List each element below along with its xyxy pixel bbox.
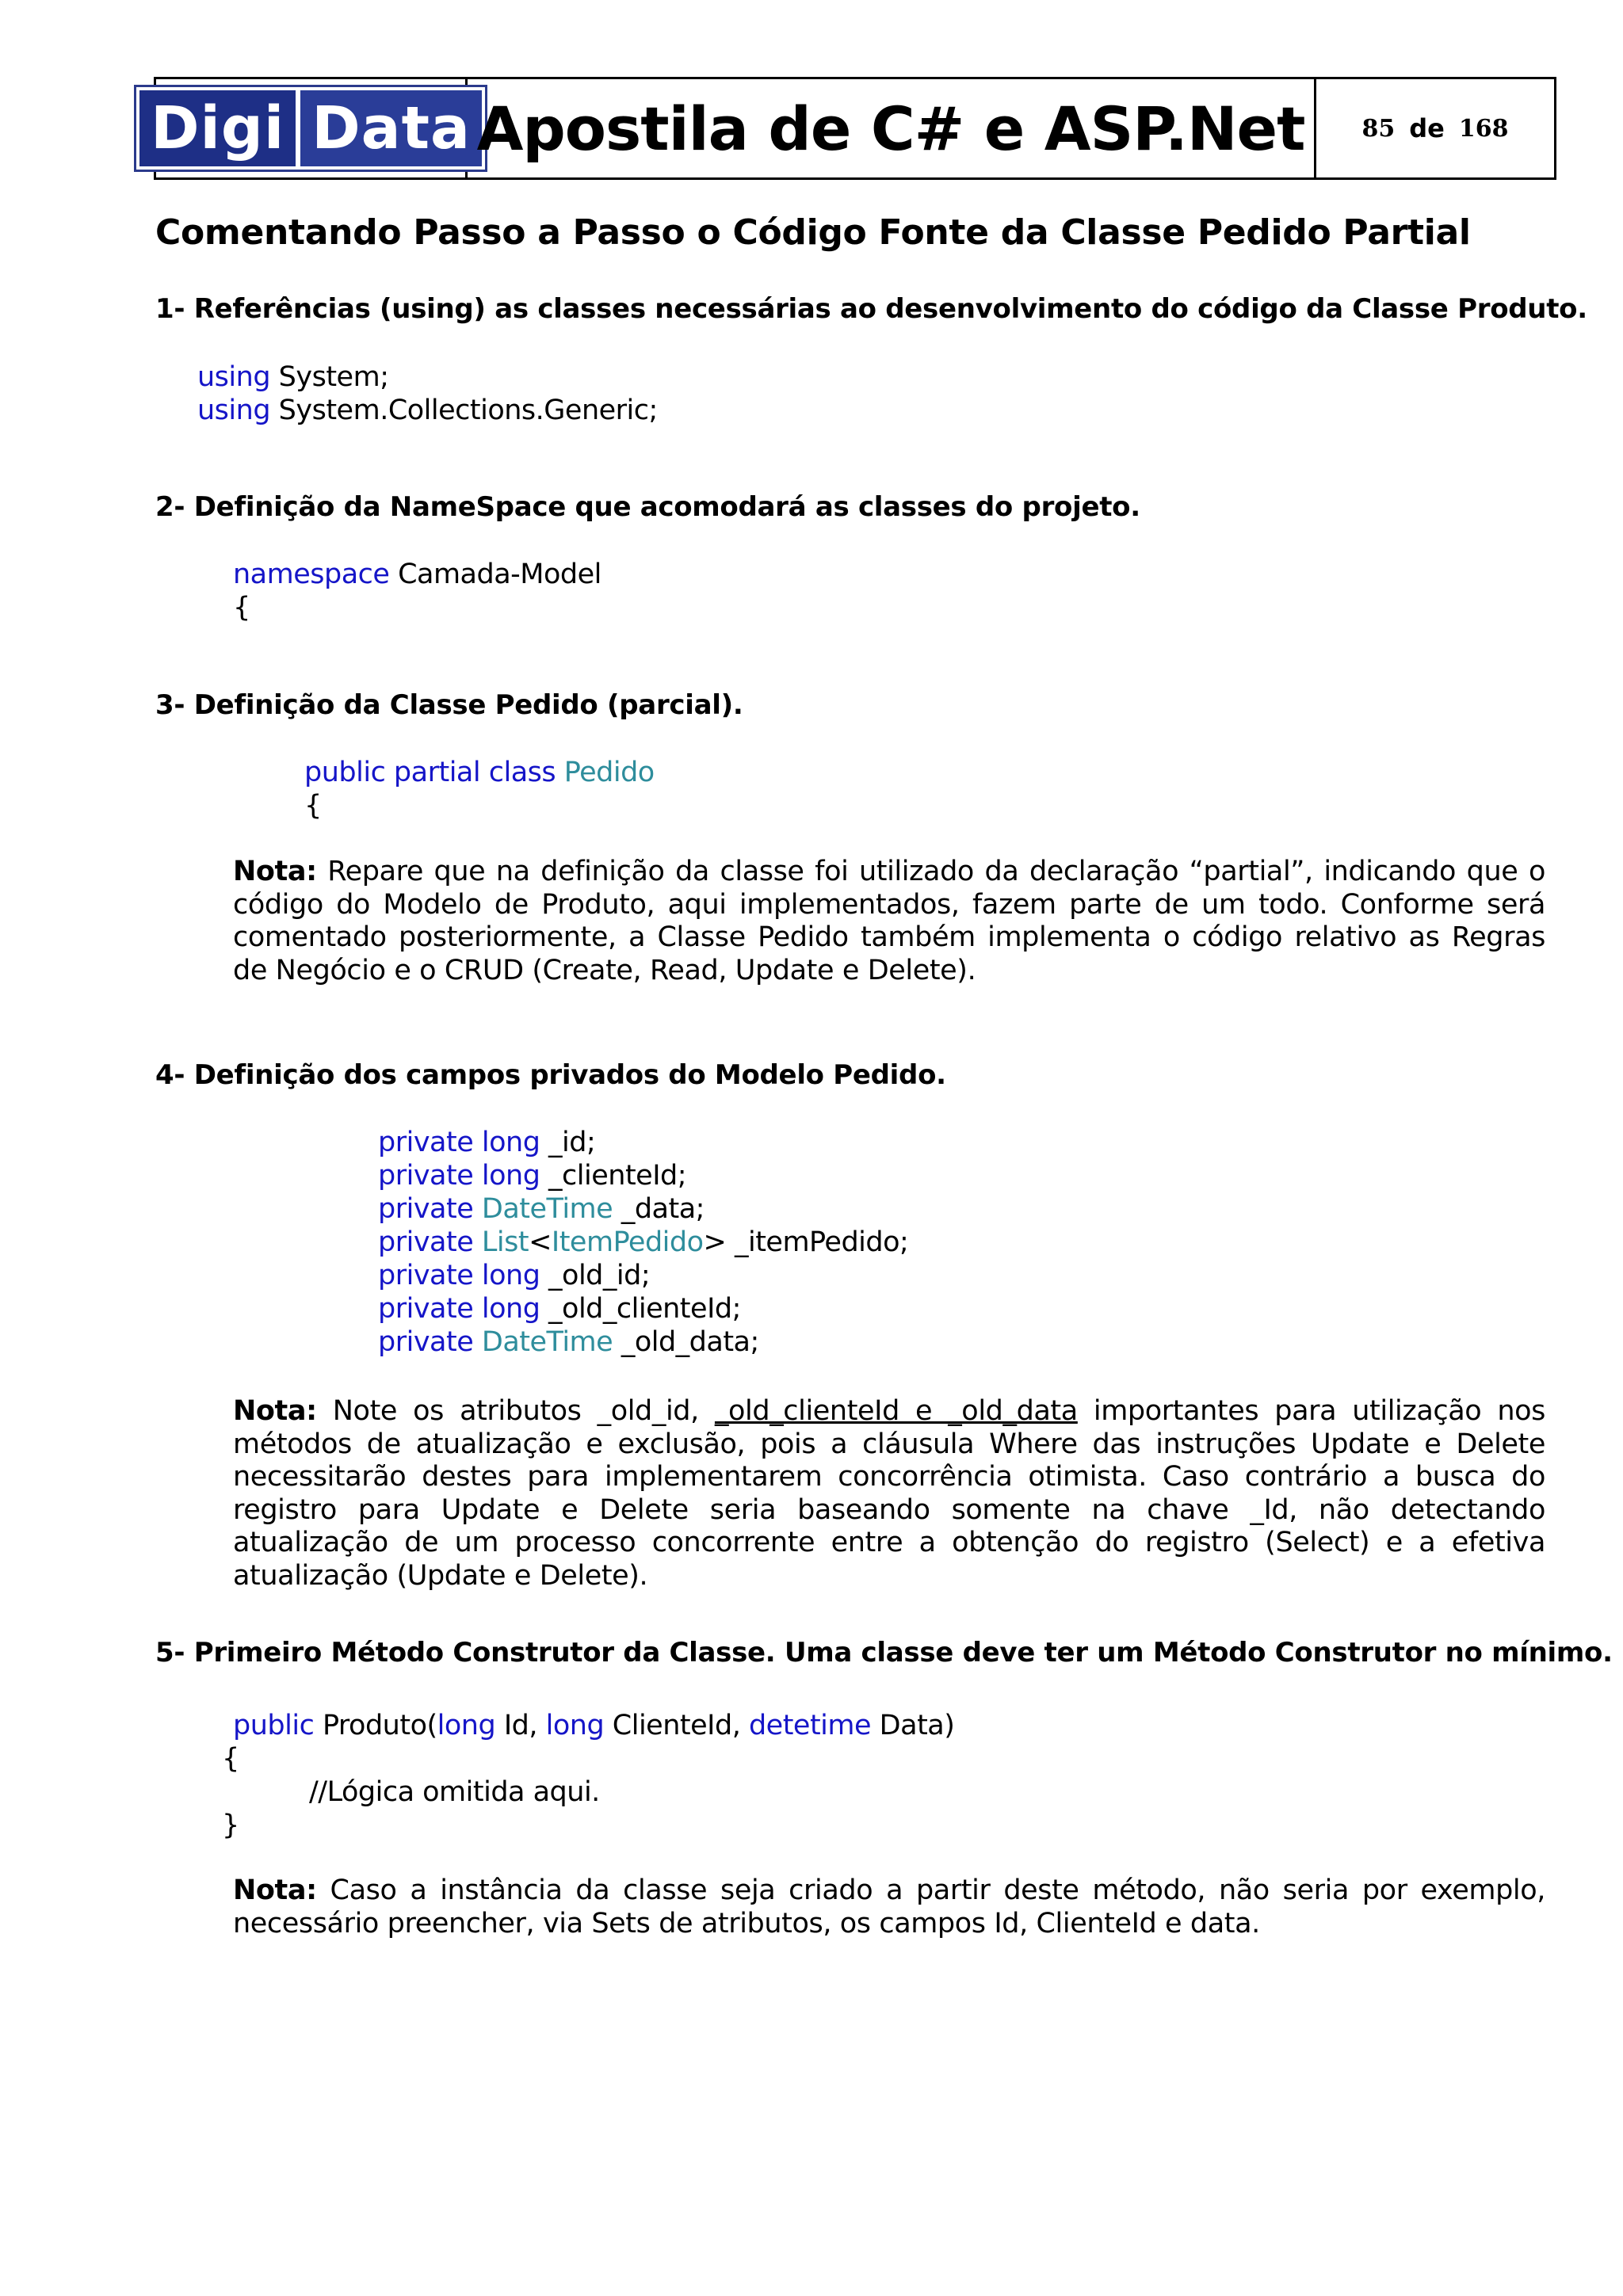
section-1-code: [197, 360, 658, 427]
code-line: private DateTime _data;: [378, 1193, 705, 1225]
logo-digi: Digi: [139, 90, 296, 166]
note-label: Nota:: [233, 1875, 317, 1906]
section-4-title: 4- Definição dos campos privados do Modelo Pedido.: [155, 1059, 946, 1091]
code-line: {: [233, 592, 250, 624]
section-3-note: [233, 856, 1545, 987]
code-line: private long _id;: [378, 1127, 596, 1158]
code-line: private DateTime _old_data;: [378, 1326, 759, 1358]
code-line: using System.Collections.Generic;: [197, 395, 658, 426]
page-header: [151, 77, 1556, 180]
document-title: Apostila de C# e ASP.Net: [476, 93, 1305, 164]
digidata-logo: [134, 85, 487, 172]
code-line: using System;: [197, 361, 389, 393]
code-comment: //Lógica omitida aqui.: [309, 1776, 600, 1808]
section-2-title: 2- Definição da NameSpace que acomodará as classes do projeto.: [155, 491, 1140, 523]
logo-data: Data: [300, 90, 482, 166]
section-3-title: 3- Definição da Classe Pedido (parcial).: [155, 689, 743, 721]
note-text: Caso a instância da classe seja criado a partir deste método, não seria por exemplo, necessário preencher, via Sets de atributos, os campos Id, ClienteId e data.: [233, 1875, 1545, 1939]
code-open-brace: {: [222, 1743, 239, 1775]
page-current: 85: [1361, 114, 1396, 143]
page-total: 168: [1458, 114, 1509, 143]
code-line: public partial class Pedido: [304, 757, 655, 788]
logo-cell: [151, 79, 471, 177]
section-5-title: 5- Primeiro Método Construtor da Classe. Uma classe deve ter um Método Construtor no mínimo.: [155, 1637, 1613, 1669]
section-4-code: [378, 1126, 908, 1359]
code-line: private long _clienteId;: [378, 1160, 687, 1192]
code-line: private long _old_id;: [378, 1260, 651, 1291]
section-5-note: [233, 1875, 1545, 1940]
page-number: [1316, 79, 1554, 177]
underlined-attributes: _old_clienteId e _old_data: [714, 1395, 1078, 1427]
section-5-signature: public Produto(long Id, long ClienteId, detetime Data): [233, 1710, 955, 1741]
code-line: private List<ItemPedido> _itemPedido;: [378, 1226, 909, 1258]
page-separator: de: [1409, 113, 1445, 143]
section-4-note: Nota: Note os atributos _old_id, _old_clienteId e _old_data importantes para utilização nos métodos de atualização e exclusão, pois a cláusula Where das instruções Update e Delete necessitarão destes para implementarem concorrência otimista. Caso contrário a busca do registro para Update e Delete seria baseando somente na chave _Id, não detectando atualização de um processo concorrente entre a obtenção do registro (Select) e a efetiva atualização (Update e Delete).: [233, 1395, 1545, 1592]
code-line: private long _old_clienteId;: [378, 1293, 741, 1325]
note-label: Nota:: [233, 856, 317, 887]
note-text: Repare que na definição da classe foi utilizado da declaração “partial”, indicando que o código do Modelo de Produto, aqui implementados, fazem parte de um todo. Conforme será comentado posteriormente, a Classe Pedido também implementa o código relativo as Regras de Negócio e o CRUD (Create, Read, Update e Delete).: [233, 856, 1545, 986]
section-1-title: 1- Referências (using) as classes necessárias ao desenvolvimento do código da Classe Produto.: [155, 293, 1587, 325]
note-label: Nota:: [233, 1395, 317, 1427]
code-line: {: [304, 790, 322, 822]
section-3-code: [304, 756, 655, 822]
section-2-code: [233, 558, 601, 624]
page-heading: Comentando Passo a Passo o Código Fonte da Classe Pedido Partial: [155, 212, 1471, 253]
code-line: namespace Camada-Model: [233, 559, 601, 590]
title-cell: [468, 79, 1316, 177]
code-close-brace: }: [222, 1810, 239, 1841]
